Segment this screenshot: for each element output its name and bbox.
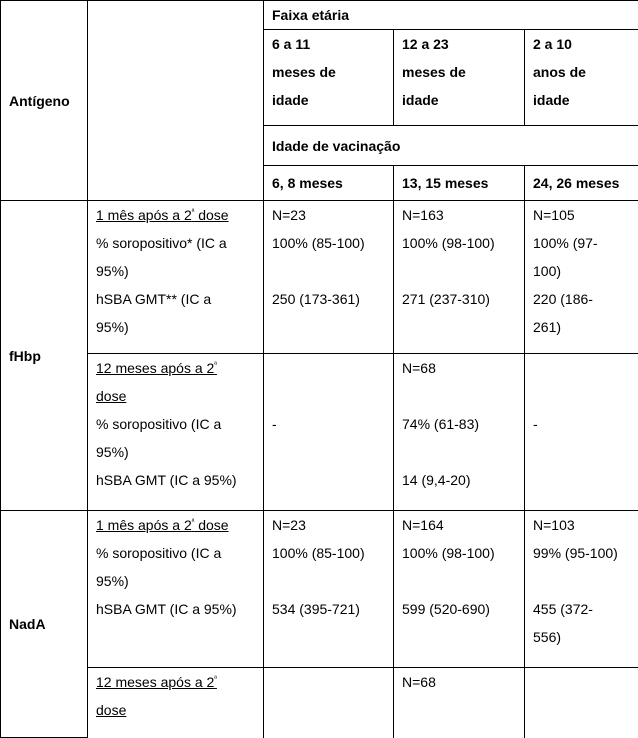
fhbp-1-month-2-10: N=105 100% (97- 100) 220 (186- 261) bbox=[525, 201, 638, 354]
fhbp-12-months-2-10: - bbox=[525, 354, 638, 511]
vaccination-age-24-26: 24, 26 meses bbox=[525, 166, 638, 201]
age-group-2-10-years: 2 a 10 anos de idade bbox=[525, 30, 638, 126]
nada-12-months-6-11 bbox=[264, 668, 394, 738]
age-group-6-11-months: 6 a 11 meses de idade bbox=[264, 30, 394, 126]
nada-12-months-12-23: N=68 bbox=[394, 668, 525, 738]
nada-12-months-labels: 12 meses após a $2^ª$ dose bbox=[88, 668, 264, 738]
nada-1-month-12-23: N=164 100% (98-100) 599 (520-690) bbox=[394, 511, 525, 668]
age-group-header: Faixa etária bbox=[264, 1, 638, 30]
fhbp-12-months-labels: 12 meses após a $2^ª$ dose % soropositivo (IC a 95%) hSBA GMT (IC a 95%) bbox=[88, 354, 264, 511]
empty-header-cell bbox=[88, 1, 264, 201]
antigen-header: Antígeno bbox=[1, 1, 88, 201]
nada-1-month-2-10: N=103 99% (95-100) 455 (372- 556) bbox=[525, 511, 638, 668]
vaccination-age-6-8: 6, 8 meses bbox=[264, 166, 394, 201]
antigen-nada: NadA bbox=[1, 511, 88, 738]
antigen-fhbp: fHbp bbox=[1, 201, 88, 511]
timepoint-label: 1 mês após a $2^ª$ dose bbox=[96, 201, 257, 229]
timepoint-label: 1 mês após a $2^ª$ dose bbox=[96, 511, 257, 539]
nada-1-month-labels: 1 mês após a $2^ª$ dose % soropositivo (IC a 95%) hSBA GMT (IC a 95%) bbox=[88, 511, 264, 668]
fhbp-1-month-6-11: N=23 100% (85-100) 250 (173-361) bbox=[264, 201, 394, 354]
fhbp-12-months-12-23: N=68 74% (61-83) 14 (9,4-20) bbox=[394, 354, 525, 511]
vaccination-age-header: Idade de vacinação bbox=[264, 126, 638, 166]
nada-1-month-6-11: N=23 100% (85-100) 534 (395-721) bbox=[264, 511, 394, 668]
fhbp-12-months-6-11: - bbox=[264, 354, 394, 511]
vaccination-age-13-15: 13, 15 meses bbox=[394, 166, 525, 201]
fhbp-1-month-12-23: N=163 100% (98-100) 271 (237-310) bbox=[394, 201, 525, 354]
age-group-12-23-months: 12 a 23 meses de idade bbox=[394, 30, 525, 126]
nada-12-months-2-10 bbox=[525, 668, 638, 738]
timepoint-label: 12 meses após a $2^ª$ bbox=[96, 354, 257, 382]
timepoint-label: 12 meses após a $2^ª$ bbox=[96, 668, 257, 696]
fhbp-1-month-labels: 1 mês após a $2^ª$ dose % soropositivo* (IC a 95%) hSBA GMT** (IC a 95%) bbox=[88, 201, 264, 354]
